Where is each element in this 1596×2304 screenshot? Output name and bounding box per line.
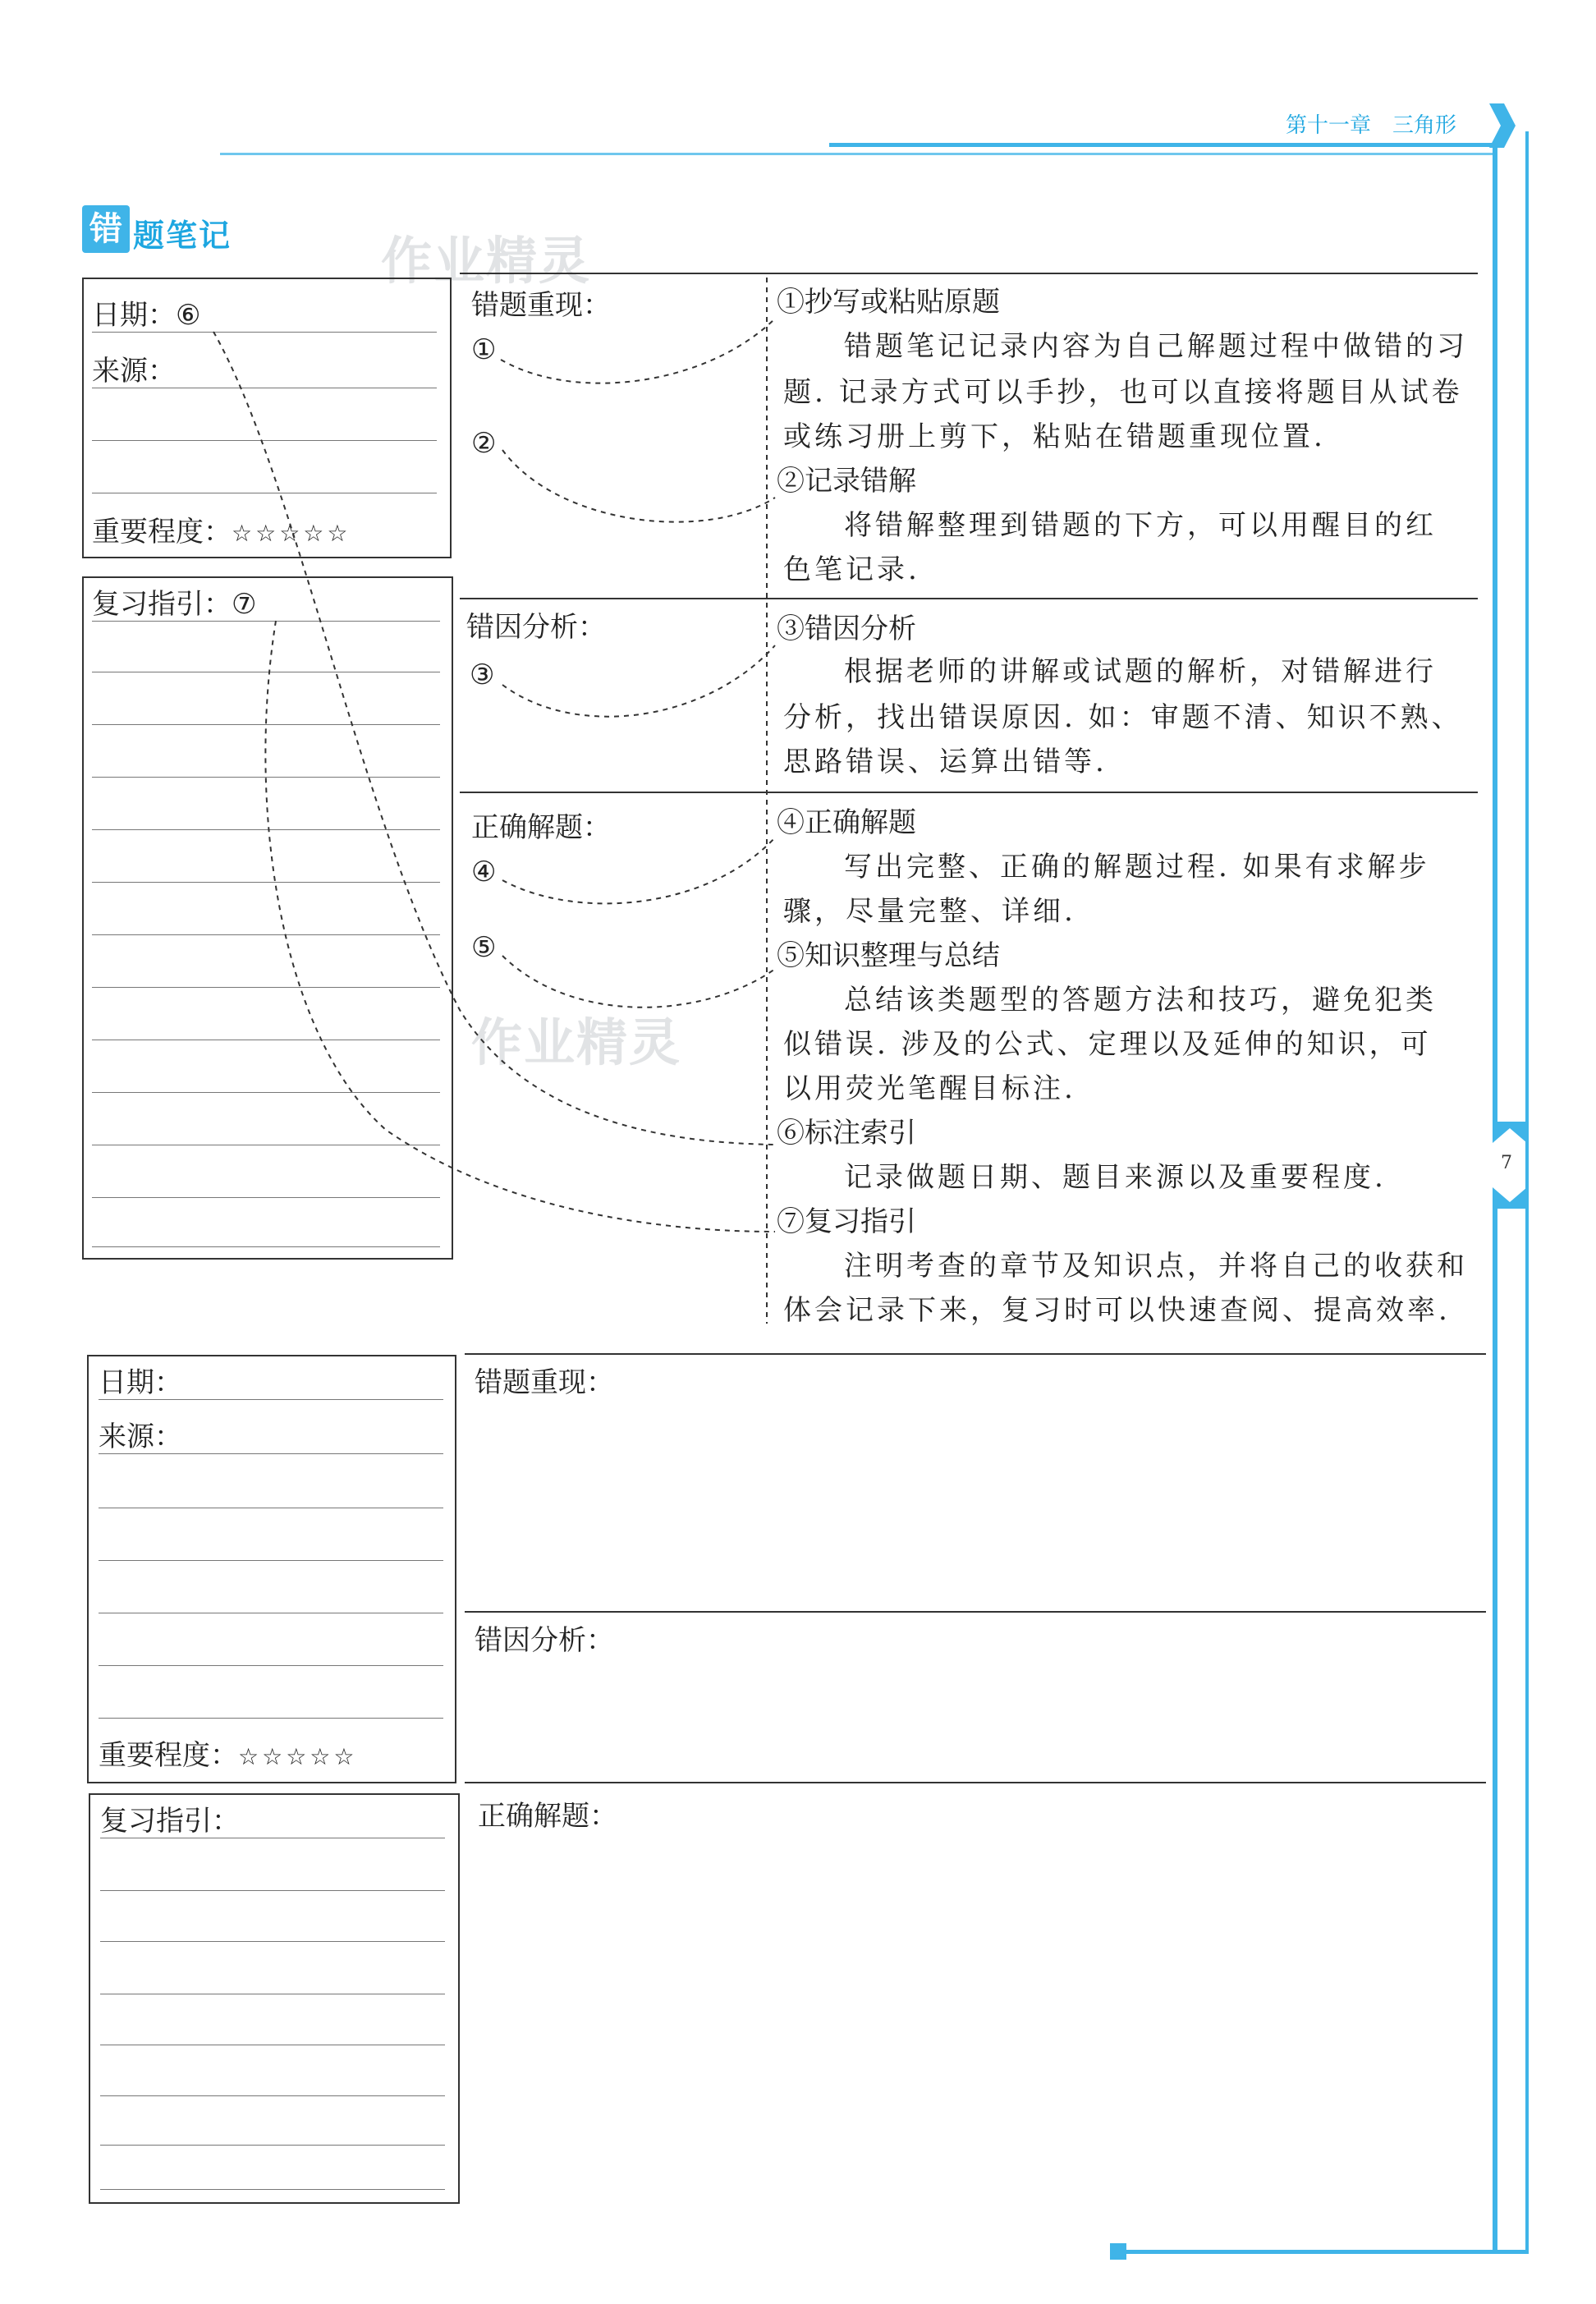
marker-2: ② bbox=[471, 427, 497, 460]
explain-7-line: 注明考查的章节及知识点，并将自己的收获和 bbox=[844, 1250, 1468, 1283]
blank-source-line bbox=[99, 1453, 443, 1454]
connector-6 bbox=[213, 332, 775, 1145]
blank-line bbox=[99, 1665, 443, 1666]
connector-3 bbox=[502, 645, 775, 717]
logo-text: 题笔记 bbox=[133, 218, 232, 254]
blank-importance-label: 重要程度：☆☆☆☆☆ bbox=[99, 1739, 358, 1772]
explain-3-line: 分析，找出错误原因. 如：审题不清、知识不熟、 bbox=[783, 701, 1463, 734]
blank-rule-cause bbox=[465, 1611, 1486, 1613]
marker-5: ⑤ bbox=[471, 931, 497, 964]
example-source-label: 来源： bbox=[92, 355, 176, 388]
explain-2-line: 色笔记录. bbox=[783, 553, 920, 586]
blank-date-line bbox=[99, 1399, 443, 1400]
example-importance-label: 重要程度：☆☆☆☆☆ bbox=[92, 516, 351, 548]
blank-review-frame bbox=[89, 1793, 460, 2204]
explain-4-line: 写出完整、正确的解题过程. 如果有求解步 bbox=[844, 851, 1430, 884]
blank-line bbox=[99, 1560, 443, 1561]
blank-date-label: 日期： bbox=[99, 1366, 182, 1399]
blank-review-line bbox=[100, 1941, 445, 1942]
example-reappear-label: 错题重现： bbox=[471, 289, 611, 322]
watermark-top: 作业精灵 bbox=[381, 231, 592, 291]
explain-1-line: 或练习册上剪下，粘贴在错题重现位置. bbox=[783, 420, 1326, 453]
blank-review-line bbox=[100, 1890, 445, 1891]
explain-7-line: 体会记录下来，复习时可以快速查阅、提高效率. bbox=[783, 1294, 1451, 1327]
blank-cause-label: 错因分析： bbox=[475, 1624, 614, 1657]
example-review-label: 复习指引：⑦ bbox=[92, 588, 257, 621]
blank-review-label: 复习指引： bbox=[100, 1805, 240, 1838]
blank-review-line bbox=[100, 2145, 445, 2146]
explain-7-heading: ⑦复习指引 bbox=[777, 1205, 916, 1238]
connector-1 bbox=[501, 319, 775, 383]
example-correct-label: 正确解题： bbox=[471, 811, 611, 844]
watermark-middle: 作业精灵 bbox=[471, 1012, 682, 1072]
chapter-label: 第十一章 三角形 bbox=[1286, 113, 1457, 138]
blank-top-rule bbox=[465, 1353, 1486, 1355]
marker-1: ① bbox=[471, 333, 497, 366]
explain-5-line: 似错误. 涉及的公式、定理以及延伸的知识，可 bbox=[783, 1028, 1432, 1061]
example-date-label: 日期：⑥ bbox=[92, 299, 201, 332]
explain-1-line: 题. 记录方式可以手抄，也可以直接将题目从试卷 bbox=[783, 376, 1463, 409]
blank-review-line bbox=[100, 2095, 445, 2096]
explain-3-line: 根据老师的讲解或试题的解析，对错解进行 bbox=[844, 655, 1437, 688]
explain-5-line: 总结该类题型的答题方法和技巧，避免犯类 bbox=[844, 984, 1437, 1017]
star-rating-icon: ☆☆☆☆☆ bbox=[238, 1743, 358, 1770]
blank-rule-correct bbox=[465, 1782, 1486, 1783]
explain-3-line: 思路错误、运算出错等. bbox=[783, 746, 1108, 778]
connector-4 bbox=[502, 838, 775, 903]
explain-6-heading: ⑥标注索引 bbox=[777, 1117, 916, 1150]
star-rating-icon: ☆☆☆☆☆ bbox=[232, 520, 351, 547]
example-cause-label: 错因分析： bbox=[466, 611, 606, 644]
explain-2-heading: ②记录错解 bbox=[777, 465, 916, 498]
blank-review-line bbox=[100, 2189, 445, 2190]
blank-source-label: 来源： bbox=[99, 1420, 182, 1453]
marker-3: ③ bbox=[470, 659, 495, 691]
connector-5 bbox=[502, 956, 775, 1007]
explain-6-line: 记录做题日期、题目来源以及重要程度. bbox=[844, 1161, 1387, 1194]
explain-1-line: 错题笔记记录内容为自己解题过程中做错的习 bbox=[844, 330, 1468, 363]
explain-5-heading: ⑤知识整理与总结 bbox=[777, 939, 1000, 972]
explain-4-heading: ④正确解题 bbox=[777, 806, 916, 839]
explain-4-line: 骤，尽量完整、详细. bbox=[783, 895, 1076, 928]
explain-5-line: 以用荧光笔醒目标注. bbox=[783, 1072, 1076, 1105]
blank-reappear-label: 错题重现： bbox=[475, 1366, 614, 1399]
connector-2 bbox=[502, 450, 775, 522]
connector-7 bbox=[265, 621, 775, 1232]
explain-3-heading: ③错因分析 bbox=[777, 613, 916, 645]
explain-2-line: 将错解整理到错题的下方，可以用醒目的红 bbox=[844, 509, 1437, 542]
page-number: 7 bbox=[1501, 1153, 1512, 1173]
blank-line bbox=[99, 1718, 443, 1719]
explain-1-heading: ①抄写或粘贴原题 bbox=[777, 286, 1000, 319]
blank-index-frame bbox=[87, 1355, 456, 1783]
blank-correct-label: 正确解题： bbox=[478, 1800, 617, 1833]
logo-box: 错 bbox=[82, 205, 130, 253]
marker-4: ④ bbox=[471, 856, 497, 888]
